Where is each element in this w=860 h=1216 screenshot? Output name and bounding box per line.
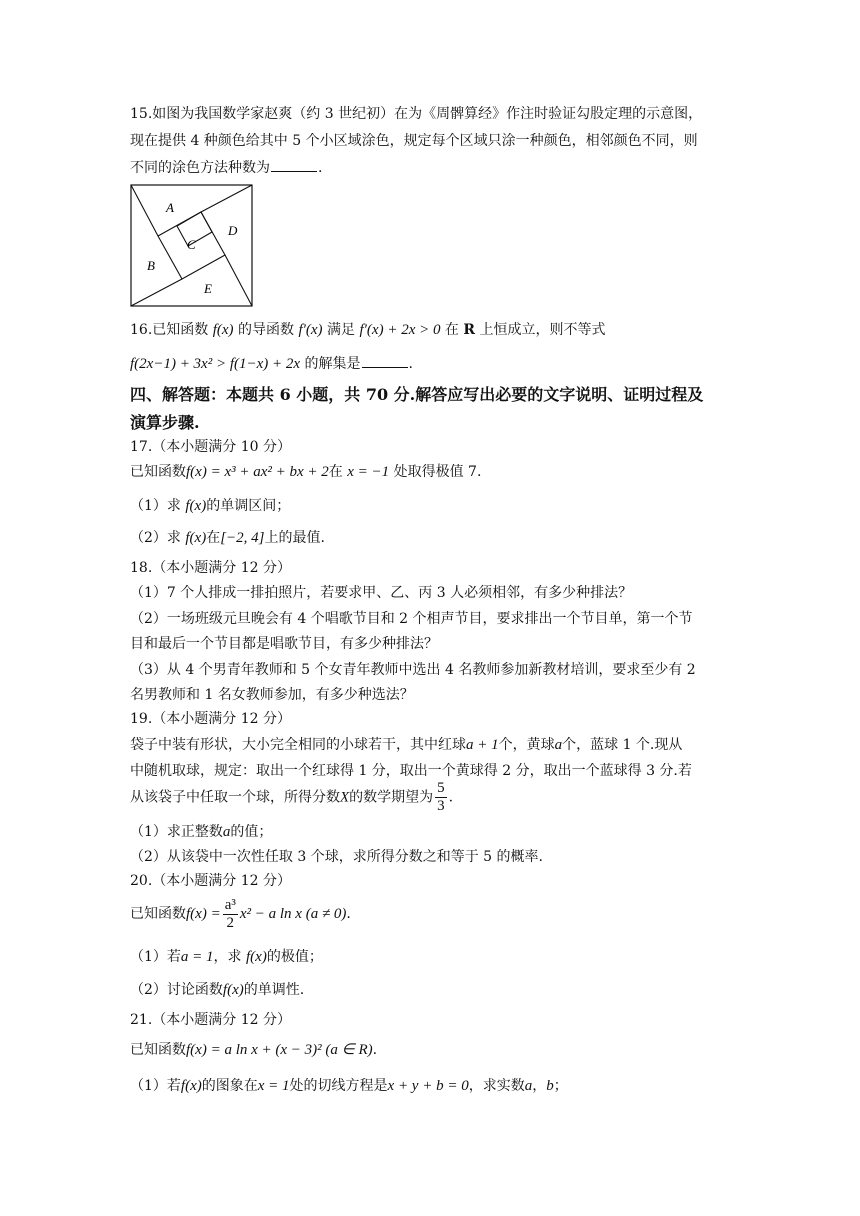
region-label-b: B	[147, 258, 155, 273]
section-4-heading: 四、解答题：本题共 6 小题，共 70 分.解答应写出必要的文字说明、证明过程及	[130, 385, 704, 404]
q21-head: 21.（本小题满分 12 分）	[130, 1012, 291, 1028]
q18-head: 18.（本小题满分 12 分）	[130, 560, 291, 576]
q17-head: 17.（本小题满分 10 分）	[130, 439, 291, 455]
q19-sub-2: （2）从该袋中一次性任取 3 个球，求所得分数之和等于 5 的概率.	[130, 849, 543, 865]
coefficient-fraction: $\frac{\text{a³}}{2}$	[224, 896, 236, 931]
q21-stem: 已知函数f(x) = a ln x + (x − 3)² (a ∈ R).	[130, 1042, 378, 1058]
q20-sub-2: （2）讨论函数f(x)的单调性.	[130, 982, 305, 998]
q19-line-1: 袋子中装有形状，大小完全相同的小球若干，其中红球a + 1个，黄球a个，蓝球 1 个.现从	[130, 737, 683, 753]
answer-blank	[271, 157, 317, 172]
q17-stem: 已知函数f(x) = x³ + ax² + bx + 2在 x = −1 处取得极值 7.	[130, 464, 482, 480]
q20-head: 20.（本小题满分 12 分）	[130, 873, 291, 889]
q16-line-2: f(2x−1) + 3x² > f(1−x) + 2x 的解集是 .	[130, 353, 735, 374]
q19-sub-1: （1）求正整数a的值；	[130, 824, 273, 840]
q16-line-1: 16.已知函数 f(x) 的导函数 f′(x) 满足 f′(x) + 2x > 0 在 R 上恒成立，则不等式	[130, 322, 606, 338]
q17-sub-2: （2）求 f(x)在[−2, 4]上的最值.	[130, 530, 325, 546]
q19-line-2: 中随机取球，规定：取出一个红球得 1 分，取出一个黄球得 2 分，取出一个蓝球得 3 分.若	[130, 763, 692, 779]
region-label-a: A	[166, 200, 174, 215]
q19-head: 19.（本小题满分 12 分）	[130, 711, 291, 727]
region-label-d: D	[228, 223, 238, 238]
region-label-e: E	[204, 281, 212, 296]
q19-line-3: 从该袋子中任取一个球，所得分数X的数学期望为 $\frac{5}{3}$ .	[130, 780, 454, 814]
q20-stem: 已知函数f(x) = $\frac{\text{a³}}{2}$ x² − a ln x (a ≠ 0).	[130, 896, 351, 931]
q17-sub-1: （1）求 f(x)的单调区间；	[130, 498, 291, 514]
q20-sub-1: （1）若a = 1，求 f(x)的极值；	[130, 949, 323, 965]
q18-sub-3: （3）从 4 个男青年教师和 5 个女青年教师中选出 4 名教师参加新教材培训，要求至少有 2	[130, 662, 696, 678]
expectation-fraction: $\frac{5}{3}$	[437, 780, 445, 814]
q18-sub-1: （1）7 个人排成一排拍照片，若要求甲、乙、丙 3 人必须相邻，有多少种排法？	[130, 585, 633, 601]
q21-sub-1: （1）若f(x)的图象在x = 1处的切线方程是x + y + b = 0，求实数a，b；	[130, 1078, 568, 1094]
region-label-c: C	[187, 237, 196, 252]
q18-sub-2: （2）一场班级元旦晚会有 4 个唱歌节目和 2 个相声节目，要求排出一个节目单，第一个节	[130, 611, 693, 627]
q18-sub-3-cont: 名男教师和 1 名女教师参加，有多少种选法？	[130, 687, 414, 703]
q15-line-1: 15.如图为我国数学家赵爽（约 3 世纪初）在为《周髀算经》作注时验证勾股定理的示意图，	[130, 106, 703, 122]
q15-line-3: 不同的涂色方法种数为 .	[130, 157, 735, 178]
answer-blank	[362, 353, 408, 368]
q15-line-2: 现在提供 4 种颜色给其中 5 个小区域涂色，规定每个区域只涂一种颜色，相邻颜色不同，则	[130, 133, 698, 149]
section-4-heading-cont: 演算步骤.	[130, 413, 200, 432]
q18-sub-2-cont: 目和最后一个节目都是唱歌节目，有多少种排法？	[130, 636, 438, 652]
zhao-shuang-figure	[130, 184, 254, 308]
